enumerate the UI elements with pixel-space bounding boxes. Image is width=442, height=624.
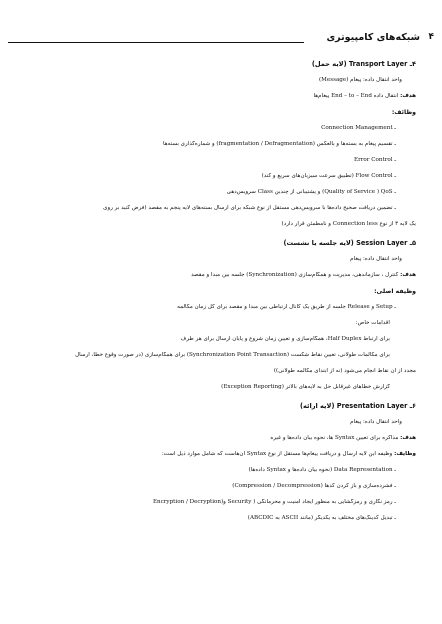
session-line: گزارش خطاهای غیرقابل حل به لایه‌های بالاتر (Exception Reporting) xyxy=(221,384,390,390)
goal-label: هدف: xyxy=(400,93,416,99)
goal-text: کنترل ، سازماندهی، مدیریت و همگام‌سازی (Synchronization) جلسه بین مبدأ و مقصد xyxy=(191,272,401,278)
page-number: ۴ xyxy=(428,32,434,42)
transport-item: ـ Error Control xyxy=(353,157,396,163)
presentation-item: ـ رمز نگاری و رمزگشایی به منظور ایجاد امنیت و محرمانگی ( Security و(Encryption / Decryption xyxy=(152,499,396,505)
session-line: مجدد از آن نقاط انجام می‌شود (نه از ابتدای مکالمه طولانی)) xyxy=(273,368,416,374)
transport-item: ـ تضمین دریافت صحیح داده‌ها با سرویس‌دهی مستقل از نوع شبکه برای ارسال بسته‌های لایه پنجم به مقصد (فرض کنید بر روی xyxy=(103,205,396,211)
header-rule xyxy=(8,42,304,43)
transport-item: ـ Flow Control (تطبیق سرعت سیزبان‌های سریع و کند) xyxy=(261,173,396,179)
transport-item: ـ Connection Management xyxy=(321,125,396,131)
transport-functions-label: وظائف: xyxy=(391,109,416,116)
page-content xyxy=(26,60,416,604)
transport-item-cont: یک لایه ۳ از نوع Connection less و نامطمئن قرار دارد) xyxy=(281,221,416,227)
functions-label: وظایف: xyxy=(394,451,416,457)
session-goal xyxy=(26,272,416,279)
session-unit: واحد انتقال داده: پیغام xyxy=(350,256,402,262)
goal-label: هدف: xyxy=(400,272,416,278)
presentation-goal xyxy=(26,435,416,442)
transport-goal xyxy=(26,93,416,100)
page-header xyxy=(8,32,434,46)
functions-text: وظیفه این لایه ارسال و دریافت پیغام‌ها مستقل از نوع Syntax آن‌هاست که شامل موارد ذیل است: xyxy=(161,451,395,457)
session-line: ـ Setup و Release جلسه از طریق یک کانال ارتباطی بین مبدأ و مقصد برای کل زمان مکالمه xyxy=(177,304,396,310)
goal-text: انتقال داده End – to – End پیغام‌ها xyxy=(313,93,401,99)
session-main-label: وظیفه اصلی: xyxy=(374,288,416,295)
presentation-unit: واحد انتقال داده: پیغام xyxy=(350,419,402,425)
presentation-item: ـ Data Representation (نحوه بیان داده‌ها و Syntax داده‌ها) xyxy=(248,467,396,473)
goal-text: مذاکره برای تعیین Syntax ها، نحوه بیان داده‌ها و غیره xyxy=(270,435,401,441)
transport-heading: ۴ـ Transport Layer (لایه حمل) xyxy=(311,60,416,68)
transport-item: ـ تقسیم پیغام به بسته‌ها و بالعکس (fragmentation / Defragmentation) و شماره‌گذاری بسته‌ها xyxy=(163,141,396,147)
session-line: برای ارتباط Half Duplex، همگام‌سازی و تعیین زمان شروع و پایان ارسال برای هر طرف xyxy=(180,336,390,342)
transport-item: ـ Quality of Service ) QoS) و پشتیبانی از چندین Class سرویس‌دهی xyxy=(226,189,396,195)
presentation-heading: ۶ـ Presentation Layer (لایه ارائه) xyxy=(299,402,416,410)
transport-unit: واحد انتقال داده: پیغام (Message) xyxy=(318,77,402,83)
goal-label: هدف: xyxy=(400,435,416,441)
presentation-item: ـ تبدیل کدینگ‌های مختلف به یکدیگر (مانند ASCII به ABCDIC) xyxy=(247,515,396,521)
session-line: برای مکالمات طولانی، تعیین نقاط شکست (Synchronization Point Transaction) برای همگام‌سازی (در صورت وقوع خطا، ارسال xyxy=(75,352,390,358)
session-line: اقدامات خاص: xyxy=(355,320,390,326)
chapter-title: شبکه‌های کامپیوتری xyxy=(326,32,420,43)
presentation-functions xyxy=(26,451,416,458)
session-heading: ۵ـ Session Layer (لایه جلسه یا نشست) xyxy=(283,239,416,247)
presentation-item: ـ فشرده‌سازی و باز کردن کدها (Compression / Decompression) xyxy=(232,483,396,489)
